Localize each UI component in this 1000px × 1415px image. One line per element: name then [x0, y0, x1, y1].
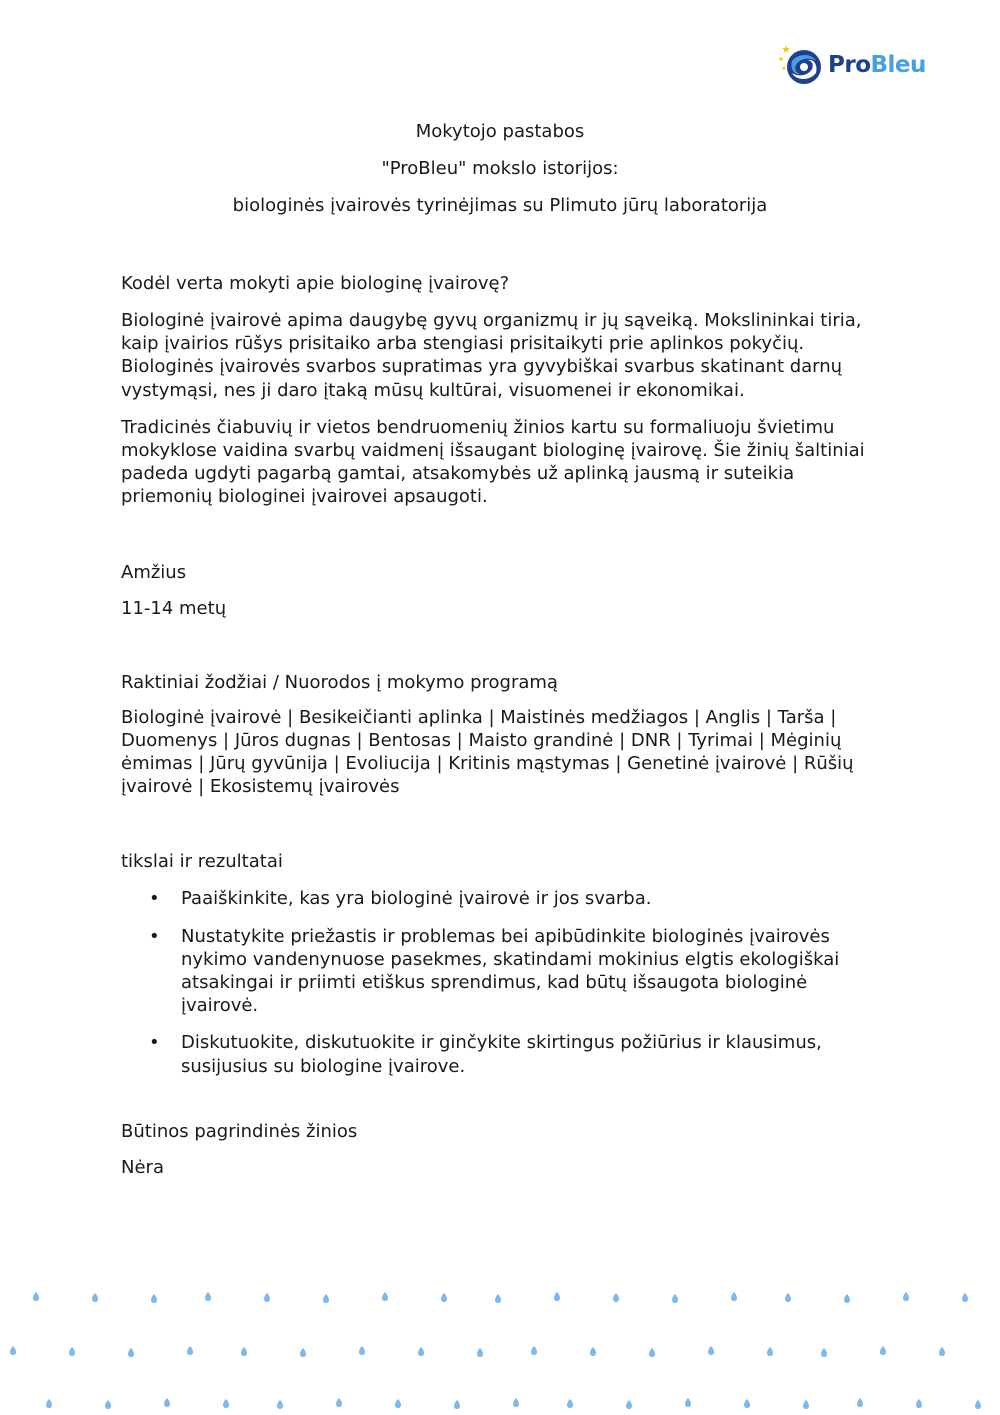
- droplet-icon: [454, 1400, 460, 1409]
- droplet-icon: [264, 1293, 270, 1302]
- droplet-icon: [880, 1346, 886, 1355]
- age-section: [121, 559, 881, 623]
- age-value: 11-14 metų: [121, 597, 227, 619]
- droplet-icon: [46, 1399, 52, 1408]
- droplet-icon: [708, 1346, 714, 1355]
- why-paragraph-2: Tradicinės čiabuvių ir vietos bendruomenių žinios kartu su formaliuoju švietimu mokyklose vaidina svarbų vaidmenį išsaugant biologinę įvairovę. Šie žinių šaltiniai padeda ugdyti pagarbą gamtai, atsakomybės už aplinką jausmą ir suteikia priemonių biologinei įvairovei apsaugoti.: [121, 416, 865, 508]
- droplet-icon: [10, 1346, 16, 1355]
- droplet-icon: [164, 1398, 170, 1407]
- why-paragraph-1: Biologinė įvairovė apima daugybę gyvų organizmų ir jų sąveiką. Mokslininkai tiria, kaip įvairios rūšys prisitaiko arba stengiasi prisitaikyti prie aplinkos pokyčių. Biologinės įvairovės svarbos supratimas yra gyvybiškai svarbus skatinant darnų vystymąsi, nes ji daro įtaką mūsų kultūrai, visuomenei ir ekonomikai.: [121, 310, 862, 401]
- document-body: [121, 270, 881, 1182]
- prerequisites-value: Nėra: [121, 1156, 164, 1178]
- droplet-icon: [205, 1292, 211, 1301]
- goal-text-3: Diskutuokite, diskutuokite ir ginčykite skirtingus požiūrius ir klausimus, susijusius su biologine įvairove.: [181, 1032, 822, 1077]
- goals-section: [121, 848, 881, 1077]
- droplet-icon: [223, 1399, 229, 1408]
- droplet-icon: [323, 1294, 329, 1303]
- droplet-icon: [531, 1346, 537, 1355]
- droplet-icon: [300, 1348, 306, 1357]
- droplet-icon: [241, 1347, 247, 1356]
- bullet-icon: •: [149, 1032, 160, 1054]
- droplet-icon: [92, 1293, 98, 1302]
- bullet-icon: •: [149, 925, 160, 947]
- droplet-icon: [744, 1399, 750, 1408]
- title-line-3: biologinės įvairovės tyrinėjimas su Plimuto jūrų laboratorija: [232, 195, 768, 216]
- droplet-icon: [105, 1400, 111, 1409]
- droplet-icon: [939, 1347, 945, 1356]
- droplet-icon: [672, 1294, 678, 1303]
- droplet-icon: [903, 1292, 909, 1301]
- droplet-icon: [649, 1348, 655, 1357]
- droplet-icon: [495, 1294, 501, 1303]
- title-line-2: "ProBleu" mokslo istorijos:: [381, 158, 619, 179]
- logo-pro-text: Pro: [828, 52, 871, 78]
- droplet-icon: [916, 1399, 922, 1408]
- keywords-section: [121, 669, 881, 799]
- droplet-icon: [336, 1398, 342, 1407]
- droplet-icon: [626, 1400, 632, 1409]
- droplet-icon: [151, 1294, 157, 1303]
- droplet-icon: [441, 1293, 447, 1302]
- list-item: [121, 925, 881, 1018]
- logo-bleu-text: Bleu: [870, 52, 926, 78]
- goal-text-1: Paaiškinkite, kas yra biologinė įvairovė ir jos svarba.: [181, 888, 652, 910]
- droplet-icon: [613, 1293, 619, 1302]
- droplet-icon: [685, 1398, 691, 1407]
- goals-list: [121, 887, 881, 1077]
- why-heading: Kodėl verta mokyti apie biologinę įvairovę?: [121, 273, 510, 294]
- droplet-icon: [821, 1348, 827, 1357]
- droplet-icon: [785, 1293, 791, 1302]
- droplet-icon: [554, 1292, 560, 1301]
- droplet-icon: [857, 1398, 863, 1407]
- prerequisites-heading: Būtinos pagrindinės žinios: [121, 1120, 358, 1142]
- droplet-icon: [803, 1400, 809, 1409]
- droplet-icon: [962, 1293, 968, 1302]
- droplet-icon: [477, 1348, 483, 1357]
- droplet-icon: [382, 1292, 388, 1301]
- list-item: [121, 887, 881, 910]
- keywords-text: Biologinė įvairovė | Besikeičianti aplinka | Maistinės medžiagos | Anglis | Tarša | Duomenys | Jūros dugnas | Bentosas | Maisto grandinė | DNR | Tyrimai | Mėginių ėmimas | Jūrų gyvūnija | Evoliucija | Kritinis mąstymas | Genetinė įvairovė | Rūšių įvairovė | Ekosistemų įvairovės: [121, 706, 854, 798]
- droplet-icon: [975, 1400, 981, 1409]
- keywords-heading: Raktiniai žodžiai / Nuorodos į mokymo programą: [121, 671, 558, 693]
- why-section: [121, 270, 881, 509]
- droplet-icon: [359, 1346, 365, 1355]
- droplet-icon: [731, 1292, 737, 1301]
- prerequisites-section: [121, 1118, 881, 1182]
- droplet-icon: [395, 1399, 401, 1408]
- title-line-1: Mokytojo pastabos: [415, 121, 585, 142]
- droplet-icon: [187, 1346, 193, 1355]
- droplet-icon: [767, 1347, 773, 1356]
- droplet-icon: [567, 1399, 573, 1408]
- droplet-icon: [513, 1398, 519, 1407]
- droplet-icon: [33, 1292, 39, 1301]
- droplet-icon: [418, 1347, 424, 1356]
- droplet-icon: [128, 1348, 134, 1357]
- probleu-swirl-icon: [778, 43, 822, 87]
- probleu-logo: [778, 42, 928, 88]
- decorative-droplet-pattern: [0, 1280, 1000, 1415]
- droplet-icon: [844, 1294, 850, 1303]
- list-item: [121, 1031, 881, 1077]
- goals-heading: tikslai ir rezultatai: [121, 851, 283, 873]
- droplet-icon: [590, 1347, 596, 1356]
- droplet-icon: [69, 1347, 75, 1356]
- document-title: [0, 118, 1000, 229]
- age-heading: Amžius: [121, 561, 187, 583]
- bullet-icon: •: [149, 888, 160, 910]
- droplet-icon: [277, 1400, 283, 1409]
- goal-text-2: Nustatykite priežastis ir problemas bei apibūdinkite biologinės įvairovės nykimo vandenynuose pasekmes, skatindami mokinius elgtis ekologiškai atsakingai ir priimti etiškus sprendimus, kad būtų išsaugota biologinė įvairovė.: [181, 925, 840, 1017]
- probleu-wordmark: [828, 52, 926, 78]
